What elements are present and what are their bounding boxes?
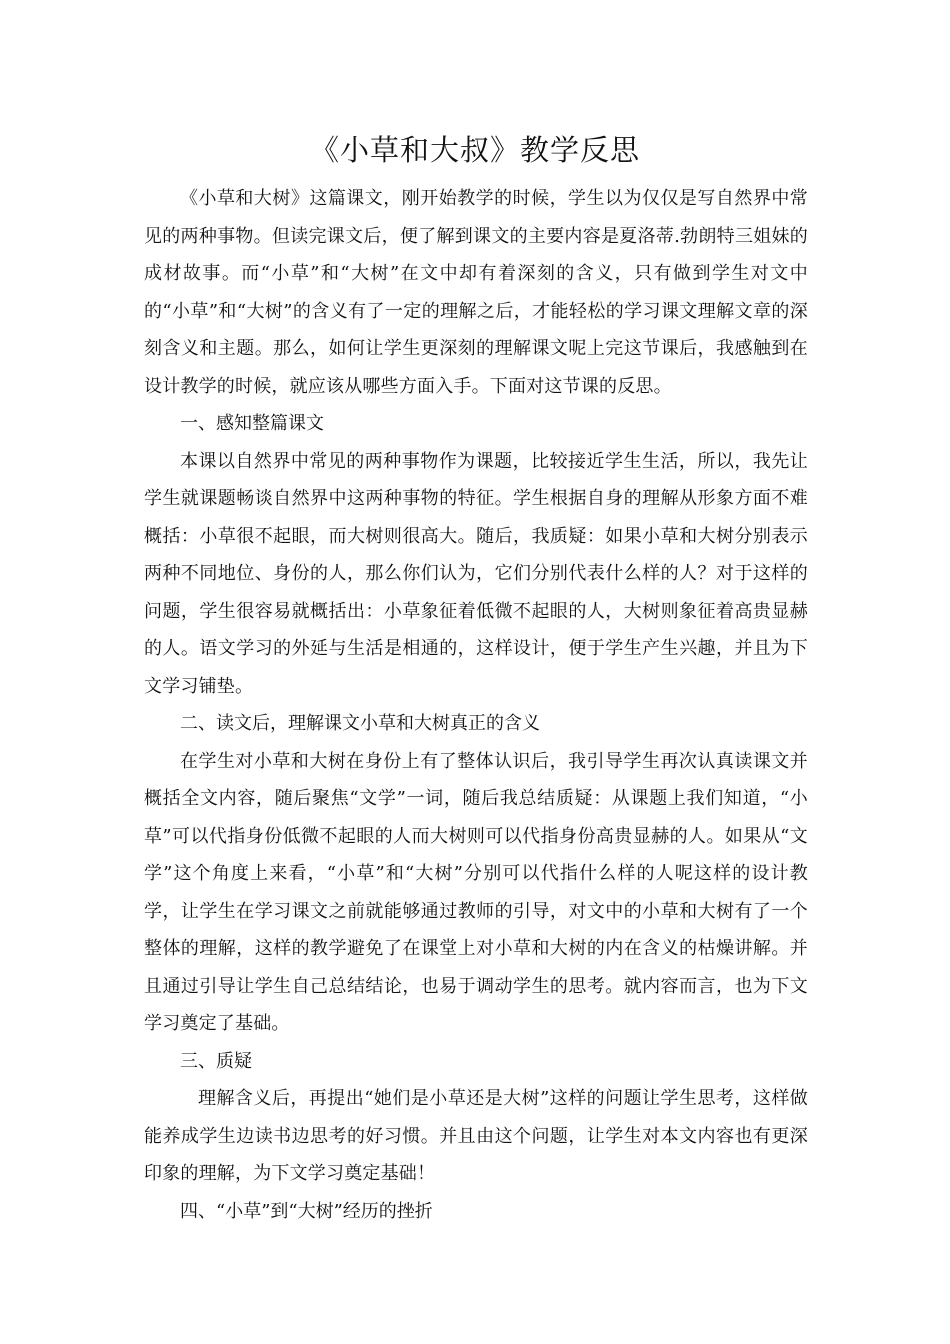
intro-paragraph: 《小草和大树》这篇课文，刚开始教学的时候，学生以为仅仅是写自然界中常见的两种事物。但读完课文后，便了解到课文的主要内容是夏洛蒂.勃朗特三姐妹的成材故事。而“小草”和“大树”在文中却有着深刻的含义，只有做到学生对文中的“小草”和“大树”的含义有了一定的理解之后，才能轻松的学习课文理解文章的深刻含义和主题。那么，如何让学生更深刻的理解课文呢上完这节课后，我感触到在设计教学的时候，就应该从哪些方面入手。下面对这节课的反思。 xyxy=(144,188,808,397)
document-body xyxy=(144,180,808,1230)
section-heading-1: 一、感知整篇课文 xyxy=(180,413,324,434)
section-3-paragraph: 理解含义后，再提出“她们是小草还是大树”这样的问题让学生思考，这样做能养成学生边读书边思考的好习惯。并且由这个问题，让学生对本文内容也有更深印象的理解，为下文学习奠定基础！ xyxy=(144,1088,808,1184)
section-heading-3: 三、质疑 xyxy=(180,1050,252,1072)
section-2-paragraph: 在学生对小草和大树在身份上有了整体认识后，我引导学生再次认真读课文并概括全文内容，随后聚焦“文学”一词，随后我总结质疑：从课题上我们知道，“小草”可以代指身份低微不起眼的人而大树则可以代指身份高贵显赫的人。如果从“文学”这个角度上来看，“小草”和“大树”分别可以代指什么样的人呢这样的设计教学，让学生在学习课文之前就能够通过教师的引导，对文中的小草和大树有了一个整体的理解，这样的教学避免了在课堂上对小草和大树的内在含义的枯燥讲解。并且通过引导让学生自己总结结论，也易于调动学生的思考。就内容而言，也为下文学习奠定了基础。 xyxy=(144,750,808,1034)
section-heading-4: 四、“小草”到“大树”经历的挫折 xyxy=(180,1200,433,1222)
section-heading-2: 二、读文后，理解课文小草和大树真正的含义 xyxy=(180,713,540,734)
document-title: 《小草和大叔》教学反思 xyxy=(309,133,640,167)
section-1-paragraph: 本课以自然界中常见的两种事物作为课题，比较接近学生生活，所以，我先让学生就课题畅谈自然界中这两种事物的特征。学生根据自身的理解从形象方面不难概括：小草很不起眼，而大树则很高大。随后，我质疑：如果小草和大树分别表示两种不同地位、身份的人，那么你们认为，它们分别代表什么样的人？对于这样的问题，学生很容易就概括出：小草象征着低微不起眼的人，大树则象征着高贵显赫的人。语文学习的外延与生活是相通的，这样设计，便于学生产生兴趣，并且为下文学习铺垫。 xyxy=(144,450,808,697)
